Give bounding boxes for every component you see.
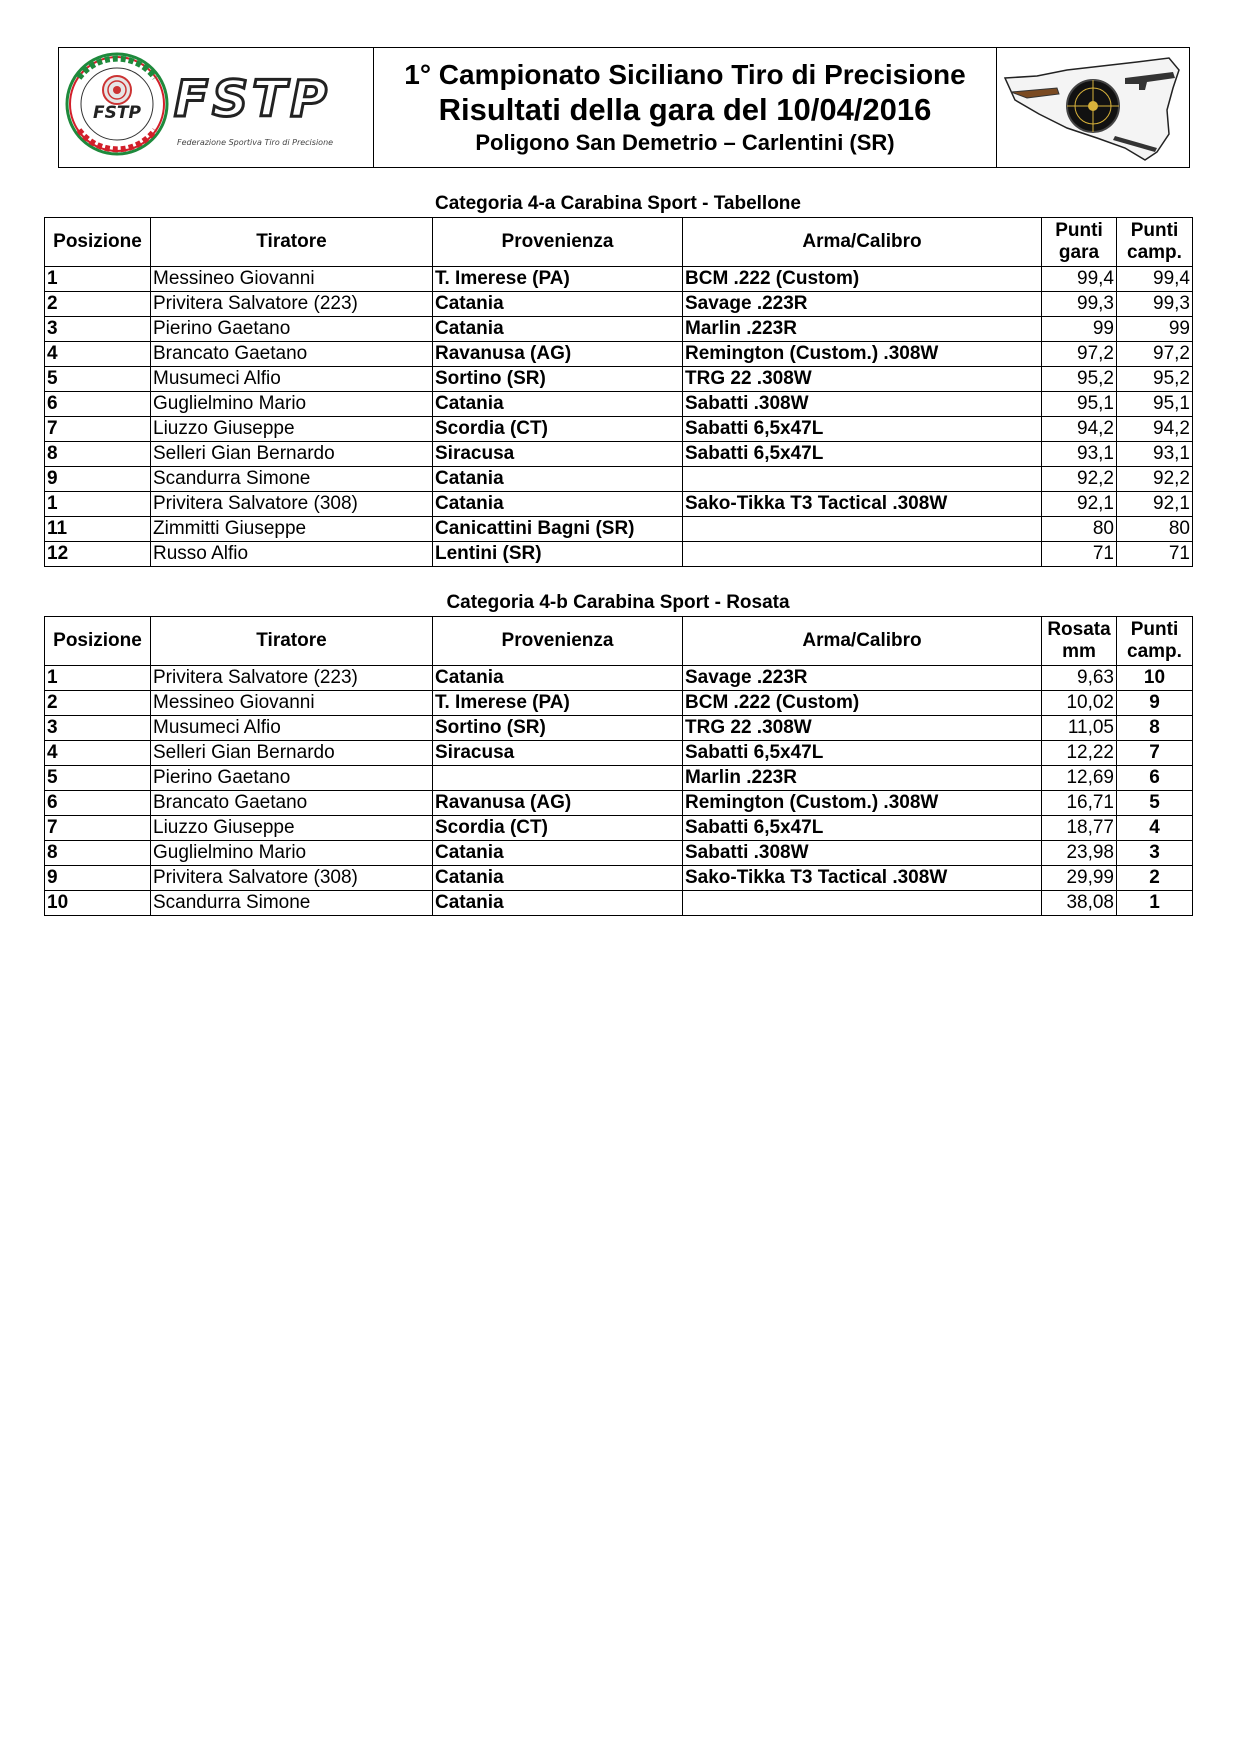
- cell-tiratore: Pierino Gaetano: [151, 766, 433, 791]
- col-header-posizione: Posizione: [45, 218, 151, 267]
- cell-punti-camp: 10: [1117, 666, 1193, 691]
- cell-rosata-mm: 12,69: [1042, 766, 1117, 791]
- cell-tiratore: Zimmitti Giuseppe: [151, 517, 433, 542]
- cell-posizione: 11: [45, 517, 151, 542]
- table-row: [45, 841, 1193, 866]
- table-b-caption: Categoria 4-b Carabina Sport - Rosata: [446, 592, 790, 613]
- cell-provenienza: Catania: [433, 666, 683, 691]
- cell-punti-gara: 92,2: [1042, 467, 1117, 492]
- venue-title: Poligono San Demetrio – Carlentini (SR): [475, 129, 895, 155]
- table-row: [45, 816, 1193, 841]
- cell-rosata-mm: 12,22: [1042, 741, 1117, 766]
- cell-arma-calibro: [683, 891, 1042, 916]
- table-row: [45, 267, 1193, 292]
- cell-punti-gara: 92,1: [1042, 492, 1117, 517]
- cell-tiratore: Brancato Gaetano: [151, 791, 433, 816]
- table-header-row: [45, 218, 1193, 267]
- cell-tiratore: Privitera Salvatore (223): [151, 292, 433, 317]
- cell-arma-calibro: Marlin .223R: [683, 766, 1042, 791]
- cell-provenienza: Lentini (SR): [433, 542, 683, 567]
- cell-arma-calibro: Sako-Tikka T3 Tactical .308W: [683, 866, 1042, 891]
- table-row: [45, 417, 1193, 442]
- cell-provenienza: Scordia (CT): [433, 816, 683, 841]
- cell-rosata-mm: 9,63: [1042, 666, 1117, 691]
- logo-wordmark: FSTP: [174, 70, 331, 128]
- cell-tiratore: Liuzzo Giuseppe: [151, 417, 433, 442]
- cell-provenienza: Sortino (SR): [433, 716, 683, 741]
- table-row: [45, 392, 1193, 417]
- cell-punti-gara: 94,2: [1042, 417, 1117, 442]
- cell-posizione: 3: [45, 716, 151, 741]
- logo-subtitle: Federazione Sportiva Tiro di Precisione: [177, 138, 334, 147]
- cell-posizione: 6: [45, 392, 151, 417]
- cell-tiratore: Musumeci Alfio: [151, 367, 433, 392]
- cell-posizione: 9: [45, 866, 151, 891]
- results-table-tabellone: [44, 217, 1193, 567]
- cell-provenienza: Catania: [433, 392, 683, 417]
- cell-provenienza: Catania: [433, 841, 683, 866]
- cell-tiratore: Scandurra Simone: [151, 467, 433, 492]
- cell-punti-gara: 95,2: [1042, 367, 1117, 392]
- cell-arma-calibro: Sako-Tikka T3 Tactical .308W: [683, 492, 1042, 517]
- table-row: [45, 691, 1193, 716]
- header-title-block: [374, 48, 996, 167]
- cell-provenienza: Sortino (SR): [433, 367, 683, 392]
- cell-punti-gara: 71: [1042, 542, 1117, 567]
- cell-arma-calibro: Remington (Custom.) .308W: [683, 791, 1042, 816]
- cell-rosata-mm: 18,77: [1042, 816, 1117, 841]
- cell-provenienza: Canicattini Bagni (SR): [433, 517, 683, 542]
- cell-punti-gara: 99,4: [1042, 267, 1117, 292]
- cell-tiratore: Privitera Salvatore (223): [151, 666, 433, 691]
- cell-punti-camp: 95,1: [1117, 392, 1193, 417]
- col-header-provenienza: Provenienza: [433, 218, 683, 267]
- cell-provenienza: Catania: [433, 467, 683, 492]
- cell-tiratore: Guglielmino Mario: [151, 392, 433, 417]
- cell-provenienza: T. Imerese (PA): [433, 267, 683, 292]
- cell-posizione: 12: [45, 542, 151, 567]
- cell-provenienza: Catania: [433, 866, 683, 891]
- cell-arma-calibro: Sabatti .308W: [683, 392, 1042, 417]
- cell-punti-camp: 3: [1117, 841, 1193, 866]
- table-row: [45, 542, 1193, 567]
- cell-punti-camp: 97,2: [1117, 342, 1193, 367]
- cell-punti-camp: 2: [1117, 866, 1193, 891]
- table-row: [45, 467, 1193, 492]
- table-row: [45, 342, 1193, 367]
- table-row: [45, 791, 1193, 816]
- cell-punti-gara: 93,1: [1042, 442, 1117, 467]
- cell-punti-camp: 71: [1117, 542, 1193, 567]
- cell-tiratore: Guglielmino Mario: [151, 841, 433, 866]
- cell-tiratore: Brancato Gaetano: [151, 342, 433, 367]
- fstp-logo-graphic: [59, 48, 372, 167]
- cell-provenienza: Catania: [433, 317, 683, 342]
- table-row: [45, 492, 1193, 517]
- cell-punti-camp: 8: [1117, 716, 1193, 741]
- cell-arma-calibro: Remington (Custom.) .308W: [683, 342, 1042, 367]
- cell-punti-camp: 92,1: [1117, 492, 1193, 517]
- cell-punti-camp: 5: [1117, 791, 1193, 816]
- cell-punti-camp: 80: [1117, 517, 1193, 542]
- results-title: Risultati della gara del 10/04/2016: [438, 91, 932, 127]
- cell-provenienza: Catania: [433, 891, 683, 916]
- table-row: [45, 741, 1193, 766]
- cell-punti-gara: 99: [1042, 317, 1117, 342]
- table-row: [45, 891, 1193, 916]
- col-header-rosata: Rosata mm: [1042, 617, 1117, 666]
- cell-posizione: 8: [45, 841, 151, 866]
- cell-rosata-mm: 11,05: [1042, 716, 1117, 741]
- cell-provenienza: [433, 766, 683, 791]
- cell-tiratore: Pierino Gaetano: [151, 317, 433, 342]
- cell-arma-calibro: Savage .223R: [683, 292, 1042, 317]
- cell-punti-camp: 95,2: [1117, 367, 1193, 392]
- logo-emblem-text: FSTP: [93, 103, 141, 123]
- cell-punti-gara: 99,3: [1042, 292, 1117, 317]
- cell-punti-gara: 95,1: [1042, 392, 1117, 417]
- cell-provenienza: Catania: [433, 292, 683, 317]
- document-header: [58, 47, 1190, 168]
- cell-arma-calibro: Sabatti 6,5x47L: [683, 417, 1042, 442]
- cell-posizione: 4: [45, 342, 151, 367]
- col-header-tiratore: Tiratore: [151, 218, 433, 267]
- cell-rosata-mm: 38,08: [1042, 891, 1117, 916]
- cell-arma-calibro: BCM .222 (Custom): [683, 691, 1042, 716]
- cell-posizione: 9: [45, 467, 151, 492]
- cell-tiratore: Selleri Gian Bernardo: [151, 741, 433, 766]
- col-header-punti-camp: Punti camp.: [1117, 218, 1193, 267]
- cell-punti-camp: 94,2: [1117, 417, 1193, 442]
- cell-provenienza: Scordia (CT): [433, 417, 683, 442]
- cell-punti-camp: 1: [1117, 891, 1193, 916]
- championship-title: 1° Campionato Siciliano Tiro di Precisione: [404, 58, 966, 90]
- cell-punti-camp: 4: [1117, 816, 1193, 841]
- table-row: [45, 292, 1193, 317]
- table-header-row: [45, 617, 1193, 666]
- table-row: [45, 716, 1193, 741]
- cell-arma-calibro: Sabatti 6,5x47L: [683, 816, 1042, 841]
- cell-tiratore: Messineo Giovanni: [151, 267, 433, 292]
- cell-provenienza: Ravanusa (AG): [433, 342, 683, 367]
- cell-tiratore: Liuzzo Giuseppe: [151, 816, 433, 841]
- table-row: [45, 317, 1193, 342]
- table-row: [45, 766, 1193, 791]
- cell-punti-camp: 6: [1117, 766, 1193, 791]
- cell-punti-camp: 7: [1117, 741, 1193, 766]
- cell-punti-camp: 99,3: [1117, 292, 1193, 317]
- cell-posizione: 4: [45, 741, 151, 766]
- col-header-tiratore: Tiratore: [151, 617, 433, 666]
- table-row: [45, 442, 1193, 467]
- cell-posizione: 1: [45, 666, 151, 691]
- cell-arma-calibro: [683, 517, 1042, 542]
- cell-arma-calibro: TRG 22 .308W: [683, 716, 1042, 741]
- table-row: [45, 517, 1193, 542]
- sicily-map-graphic: [997, 48, 1188, 167]
- table-a-caption: Categoria 4-a Carabina Sport - Tabellone: [434, 193, 801, 214]
- col-header-posizione: Posizione: [45, 617, 151, 666]
- cell-posizione: 1: [45, 267, 151, 292]
- cell-arma-calibro: Marlin .223R: [683, 317, 1042, 342]
- col-header-punti-camp: Punti camp.: [1117, 617, 1193, 666]
- col-header-arma: Arma/Calibro: [683, 218, 1042, 267]
- col-header-provenienza: Provenienza: [433, 617, 683, 666]
- cell-posizione: 3: [45, 317, 151, 342]
- cell-posizione: 7: [45, 816, 151, 841]
- cell-provenienza: Catania: [433, 492, 683, 517]
- table-row: [45, 666, 1193, 691]
- cell-punti-camp: 92,2: [1117, 467, 1193, 492]
- table-row: [45, 866, 1193, 891]
- cell-tiratore: Russo Alfio: [151, 542, 433, 567]
- cell-rosata-mm: 16,71: [1042, 791, 1117, 816]
- cell-posizione: 5: [45, 766, 151, 791]
- cell-punti-gara: 80: [1042, 517, 1117, 542]
- col-header-arma: Arma/Calibro: [683, 617, 1042, 666]
- cell-tiratore: Selleri Gian Bernardo: [151, 442, 433, 467]
- cell-tiratore: Musumeci Alfio: [151, 716, 433, 741]
- cell-arma-calibro: Sabatti 6,5x47L: [683, 442, 1042, 467]
- cell-posizione: 2: [45, 292, 151, 317]
- cell-tiratore: Privitera Salvatore (308): [151, 492, 433, 517]
- cell-posizione: 8: [45, 442, 151, 467]
- cell-arma-calibro: [683, 542, 1042, 567]
- cell-punti-camp: 9: [1117, 691, 1193, 716]
- cell-punti-camp: 99: [1117, 317, 1193, 342]
- cell-posizione: 6: [45, 791, 151, 816]
- cell-punti-camp: 99,4: [1117, 267, 1193, 292]
- cell-posizione: 5: [45, 367, 151, 392]
- cell-arma-calibro: BCM .222 (Custom): [683, 267, 1042, 292]
- cell-arma-calibro: Sabatti 6,5x47L: [683, 741, 1042, 766]
- cell-tiratore: Messineo Giovanni: [151, 691, 433, 716]
- table-row: [45, 367, 1193, 392]
- cell-arma-calibro: [683, 467, 1042, 492]
- cell-tiratore: Scandurra Simone: [151, 891, 433, 916]
- cell-rosata-mm: 29,99: [1042, 866, 1117, 891]
- cell-posizione: 1: [45, 492, 151, 517]
- cell-rosata-mm: 23,98: [1042, 841, 1117, 866]
- cell-posizione: 7: [45, 417, 151, 442]
- cell-provenienza: Ravanusa (AG): [433, 791, 683, 816]
- cell-tiratore: Privitera Salvatore (308): [151, 866, 433, 891]
- cell-arma-calibro: Sabatti .308W: [683, 841, 1042, 866]
- cell-rosata-mm: 10,02: [1042, 691, 1117, 716]
- cell-arma-calibro: TRG 22 .308W: [683, 367, 1042, 392]
- results-table-rosata: [44, 616, 1193, 916]
- cell-posizione: 10: [45, 891, 151, 916]
- cell-provenienza: Siracusa: [433, 442, 683, 467]
- cell-arma-calibro: Savage .223R: [683, 666, 1042, 691]
- sicily-map-logo: [996, 48, 1189, 167]
- cell-punti-camp: 93,1: [1117, 442, 1193, 467]
- cell-posizione: 2: [45, 691, 151, 716]
- fstp-logo: [59, 48, 374, 167]
- cell-provenienza: Siracusa: [433, 741, 683, 766]
- col-header-punti-gara: Punti gara: [1042, 218, 1117, 267]
- cell-punti-gara: 97,2: [1042, 342, 1117, 367]
- cell-provenienza: T. Imerese (PA): [433, 691, 683, 716]
